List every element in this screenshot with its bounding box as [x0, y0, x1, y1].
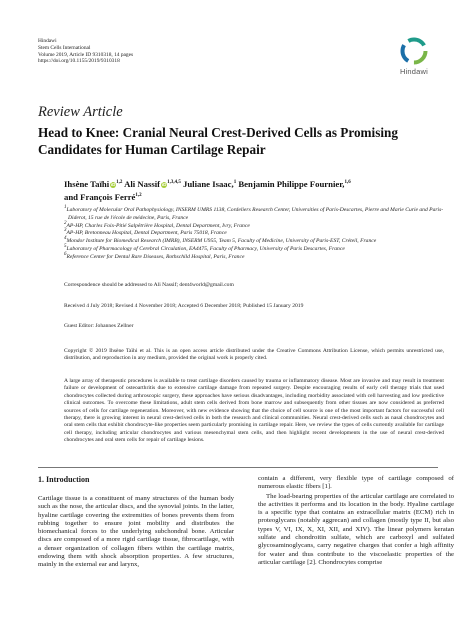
- section-heading: 1. Introduction: [38, 475, 90, 484]
- author: and François Ferré$^{1,2}$: [64, 191, 142, 202]
- right-column: [258, 475, 454, 567]
- copyright-notice: Copyright © 2019 Ihsène Taïhi et al. This is an open access article distributed under the Creative Commons Attribution License, which permits unrestricted use, distribution, and reproduction in any medium, provided the original work is properly cited.: [64, 348, 444, 362]
- orcid-icon[interactable]: iD: [161, 182, 167, 187]
- abstract: A large array of therapeutic procedures is available to treat cartilage disorders caused by trauma or inflammatory disease. Most are invasive and may result in treatment failure or development of osteoarthritis due to extensive cartilage damage from repeated surgery. Despite encouraging results of early cell therapy trials that used chondrocytes collected during arthroscopic surgery, these approaches have serious disadvantages, including morbidity associated with cell harvesting and low predictive clinical outcomes. To overcome these limitations, adult stem cells derived from bone marrow and subsequently from other tissues are now considered as preferred sources of cells for cartilage regeneration. Moreover, with new evidence showing that the choice of cell source is one of the most important factors for successful cell therapy, there is growing interest in neural crest-derived cells in both the research and clinical communities. Neural crest-derived cells such as nasal chondrocytes and oral stem cells that exhibit chondrocyte-like properties seem particularly promising in cartilage repair. Here, we review the types of cells currently available for cartilage cell therapy, including articular chondrocytes and various mesenchymal stem cells, and then highlight recent developments in the use of neural crest-derived chondrocytes and oral stem cells for repair of cartilage lesions.: [64, 378, 444, 444]
- journal-info: [38, 38, 133, 65]
- article-title: Head to Knee: Cranial Neural Crest-Derived Cells as Promising Candidates for Human Cartilage Repair: [38, 125, 398, 157]
- hindawi-logo: [396, 36, 432, 76]
- journal-name: Stem Cells International: [38, 44, 91, 51]
- affiliation: $^1$Laboratory of Molecular Oral Pathophysiology, INSERM UMRS 1138, Cordeliers Research Center, Universities of Paris-Descartes, Pierre and Marie Curie and Paris-Diderot, 15 rue de l'école de médecine, Paris, France: [64, 205, 444, 221]
- body-paragraph: Cartilage tissue is a constituent of many structures of the human body such as the nose, the articular discs, and the synovial joints. In the latter, hyaline cartilage covering the extremities of bones prevents them from rubbing together to ensure joint mobility and distributes the biomechanical forces to the underlying subchondral bone. Articular discs are composed of a more rigid cartilage tissue, fibrocartilage, with a denser organization of collagen fibers within the cartilage matrix, endowing them with shock absorption properties. A few structures, mainly in the external ear and larynx,: [38, 495, 234, 569]
- body-paragraph: contain a different, very flexible type of cartilage composed of numerous elastic fibers [1].: [258, 475, 454, 491]
- volume-line: Volume 2019, Article ID 9310318, 14 pages: [38, 51, 134, 58]
- author-list: [64, 178, 444, 203]
- affiliation: $^2$AP-HP, Charles Foix-Pitié Salpêtrière Hospital, Dental Department, Ivry, France: [64, 220, 250, 229]
- orcid-icon[interactable]: iD: [110, 182, 116, 187]
- author: Ali Nassif iD$^{1,3,4,5}$: [124, 179, 181, 189]
- affiliations: [64, 207, 444, 261]
- logo-wordmark: Hindawi: [399, 67, 429, 76]
- affiliation: $^6$Reference Center for Dental Rare Diseases, Rothschild Hospital, Paris, France: [64, 251, 245, 260]
- hindawi-logo-icon: [399, 36, 429, 66]
- author: Juliane Isaac,$^1$: [183, 179, 237, 189]
- divider: [38, 467, 438, 468]
- affiliation: $^5$Laboratory of Pharmacology of Cerebral Circulation, EA4475, Faculty of Pharmacy, University of Paris Descartes, France: [64, 243, 345, 252]
- body-paragraph: The load-bearing properties of the articular cartilage are correlated to the activities it performs and its location in the body. Hyaline cartilage is a specific type that contains an extracellular matrix (ECM) rich in proteoglycans (notably aggrecan) and collagen (mostly type II, but also types V, VI, IX, X, XI, XII, and XIV). The linear polymers keratan sulfate and chondroitin sulfate, which are carboxyl and sulfated glycosaminoglycans, carry negative charges that confer a high affinity for water and thus contribute to the viscoelastic properties of the articular cartilage [2]. Chondrocytes comprise: [258, 492, 454, 566]
- left-column: [38, 475, 234, 570]
- article-type: Review Article: [38, 104, 123, 120]
- affiliation: $^3$AP-HP, Bretonneau Hospital, Dental Department, Paris 75018, France: [64, 228, 227, 237]
- correspondence: Correspondence should be addressed to Ali Nassif; dent4world@gmail.com: [64, 282, 234, 288]
- author: Ihsène Taïhi iD$^{1,2}$: [64, 179, 123, 189]
- doi-link[interactable]: https://doi.org/10.1155/2019/9310318: [38, 58, 120, 65]
- guest-editor: Guest Editor: Johannes Zellner: [64, 323, 134, 329]
- affiliation: $^4$Mondor Institute for Biomedical Research (IMRB), INSERM U955, Team 5, Faculty of Medicine, University of Paris-EST, Créteil, France: [64, 236, 377, 244]
- publication-dates: Received 4 July 2018; Revised 4 November 2018; Accepted 6 December 2018; Published 15 January 2019: [64, 303, 304, 309]
- publisher-name: Hindawi: [38, 38, 57, 44]
- author: Benjamin Philippe Fournier,$^{1,6}$: [238, 179, 351, 189]
